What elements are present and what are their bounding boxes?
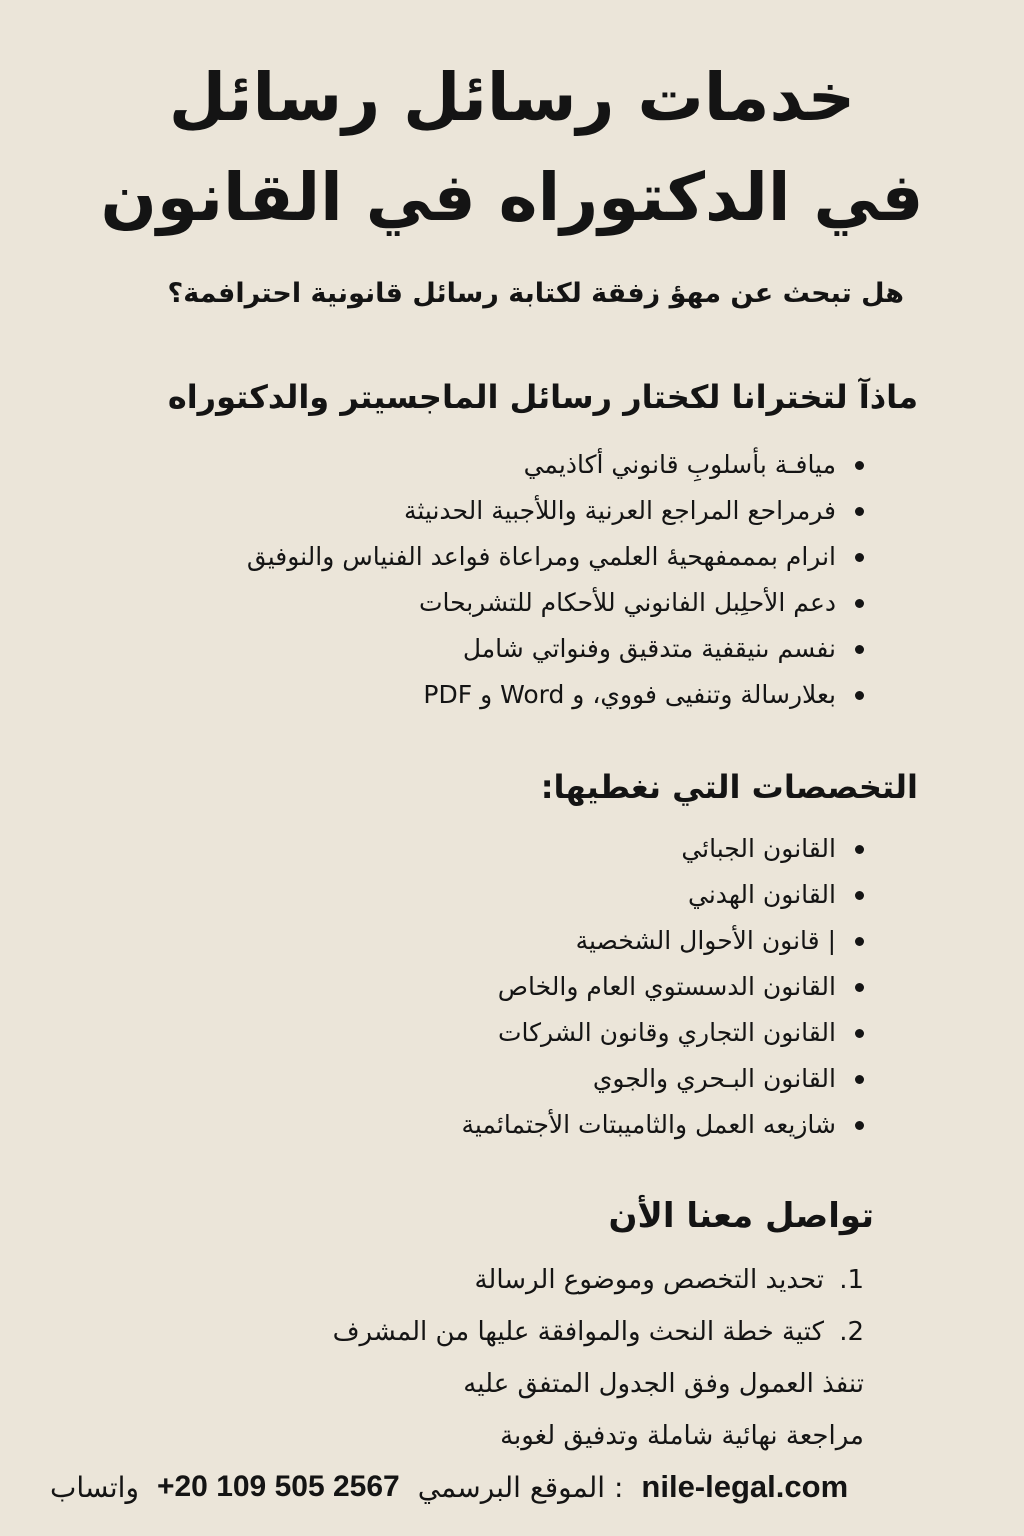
bullet-icon xyxy=(855,937,864,946)
bullet-icon xyxy=(855,507,864,516)
step-number: 2. xyxy=(839,1317,864,1347)
steps-list xyxy=(60,1254,864,1462)
step-item: تنفذ العمول وفق الجدول المتفق عليه xyxy=(463,1369,864,1399)
title-line-2: في الدكتوراه في القانون xyxy=(100,159,924,236)
list-item: القانون البـحري والجوي xyxy=(60,1056,864,1102)
specialties-heading: التخصصات التي نغطيها: xyxy=(540,768,918,806)
bullet-icon xyxy=(855,983,864,992)
website-label: : الموقع البرسمي xyxy=(417,1470,624,1504)
list-item: القانون التجاري وقانون الشركات xyxy=(60,1010,864,1056)
list-item: | قانون الأحوال الشخصية xyxy=(60,918,864,964)
step-item: مراجعة نهائية شاملة وتدفيق لغوبة xyxy=(500,1421,864,1451)
list-item: بعلارسالة وتنفيى فووي، و Word و PDF xyxy=(60,672,864,718)
website-link[interactable]: nile-legal.com xyxy=(641,1469,849,1504)
bullet-icon xyxy=(855,461,864,470)
list-item: القانون الدسستوي العام والخاص xyxy=(60,964,864,1010)
why-list xyxy=(60,442,864,718)
list-item: دعم الأحلِبل الفانوني للأحكام للتشربحات xyxy=(60,580,864,626)
bullet-icon xyxy=(855,691,864,700)
whatsapp-label: واتساب xyxy=(50,1470,139,1504)
list-item: شازيعه العمل والثاميبتات الأجتمائمية xyxy=(60,1102,864,1148)
bullet-icon xyxy=(855,553,864,562)
list-item: نفسم ىنيقفية متدقيق وفنواتي شامل xyxy=(60,626,864,672)
step-item: 1.تحديد التخصص وموضوع الرسالة xyxy=(60,1254,864,1306)
contact-heading: تواصل معنا الأن xyxy=(608,1196,874,1236)
bullet-icon xyxy=(855,599,864,608)
step-number: 1. xyxy=(839,1265,864,1295)
list-item: انرام بمممفهحيهٔ العلمي ومراعاة فواعد الفنياس والنوفيق xyxy=(60,534,864,580)
bullet-icon xyxy=(855,1075,864,1084)
page-title xyxy=(60,48,964,248)
footer-contact xyxy=(50,1462,964,1512)
bullet-icon xyxy=(855,645,864,654)
bullet-icon xyxy=(855,1121,864,1130)
bullet-icon xyxy=(855,1029,864,1038)
specialties-list xyxy=(60,826,864,1148)
step-item: 2.كتية خطة النحث والموافقة عليها من المشرف xyxy=(60,1306,864,1358)
phone-number[interactable]: +20 109 505 2567 xyxy=(156,1470,400,1503)
title-line-1: خدمات رسائل رسائل xyxy=(168,59,856,136)
bullet-icon xyxy=(855,845,864,854)
list-item: ميافـة بأسلوبِ قانوني أكاذيمي xyxy=(60,442,864,488)
why-heading: ماذآ لتخترانا لكختار رسائل الماجسيتر والدكتوراه xyxy=(167,378,918,416)
list-item: القانون الجبائي xyxy=(60,826,864,872)
list-item: فرمراحع المراجع العرنية واللأجبية الحدنيثة xyxy=(60,488,864,534)
subtitle: هل تبحث عن مهؤ زفقة لكتابة رسائل قانونية احترافمة؟ xyxy=(167,278,904,309)
list-item: القانون الهدني xyxy=(60,872,864,918)
bullet-icon xyxy=(855,891,864,900)
